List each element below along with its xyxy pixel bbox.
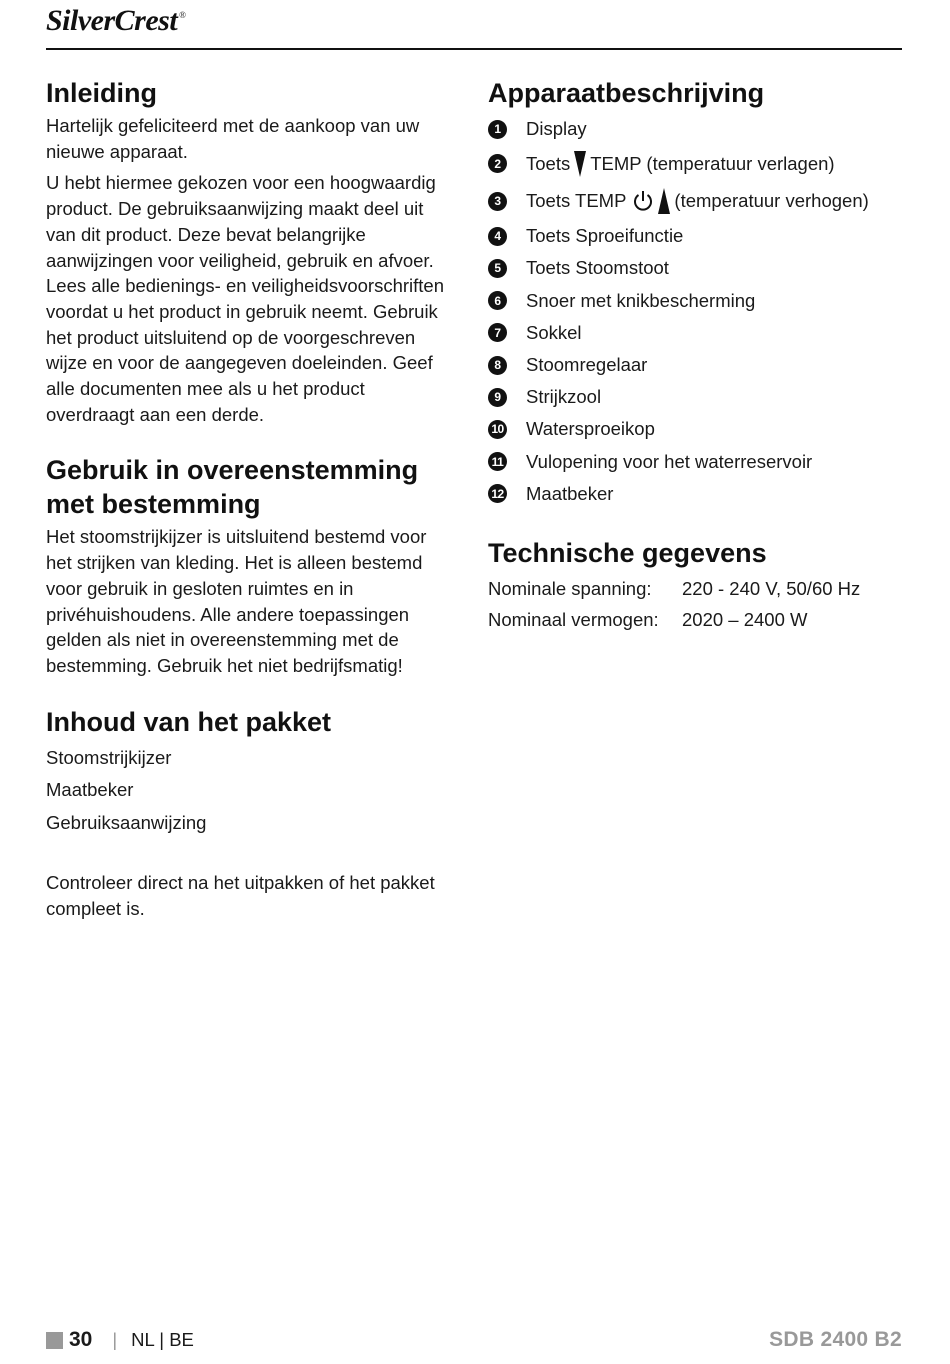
part-item xyxy=(488,381,902,413)
part-label: (temperatuur verhogen) xyxy=(674,190,869,212)
footer-separator: | xyxy=(112,1329,118,1350)
part-number: 2 xyxy=(488,154,507,173)
header-divider xyxy=(46,48,902,50)
package-list xyxy=(46,742,456,840)
specs-section xyxy=(488,536,902,636)
part-item xyxy=(488,113,902,145)
model-number: SDB 2400 B2 xyxy=(769,1328,902,1351)
part-number: 8 xyxy=(488,356,507,375)
part-item xyxy=(488,252,902,284)
part-prefix: Toets xyxy=(526,152,571,174)
part-label: Toets Stoomstoot xyxy=(526,257,669,279)
part-number: 12 xyxy=(488,484,507,503)
specs-title: Technische gegevens xyxy=(488,537,767,568)
package-item: Stoomstrijkijzer xyxy=(46,746,172,768)
part-label: Strijkzool xyxy=(526,386,602,408)
part-number: 1 xyxy=(488,120,507,139)
footer-square-icon xyxy=(46,1332,63,1349)
package-section xyxy=(46,705,456,922)
part-item xyxy=(488,145,902,183)
device-title: Apparaatbeschrijving xyxy=(488,78,765,108)
part-label: TEMP (temperatuur verlagen) xyxy=(590,152,835,174)
package-item: Maatbeker xyxy=(46,779,134,801)
spec-label: Nominale spanning: xyxy=(488,577,652,599)
intended-use-text: Het stoomstrijkijzer is uitsluitend bestemd voor het strijken van kleding. Het is alleen bestemd voor gebruik in gesloten ruimtes en in privéhuishoudens. Alle andere toepassingen gelden als niet in overeenstemming met de bestemming. Gebruik het niet bedrijfsmatig! xyxy=(46,526,427,676)
part-number: 7 xyxy=(488,323,507,342)
package-title: Inhoud van het pakket xyxy=(46,706,332,737)
registered-mark: ® xyxy=(179,10,186,20)
part-number: 3 xyxy=(488,192,507,211)
page-number: 30 xyxy=(69,1328,93,1351)
brand-name: SilverCrest xyxy=(46,4,178,37)
brand-logo xyxy=(46,4,186,38)
part-item xyxy=(488,413,902,445)
part-item xyxy=(488,220,902,252)
intended-use-title: Gebruik in overeenstemming met bestemming xyxy=(46,455,419,520)
intro-title: Inleiding xyxy=(46,78,157,108)
triangle-up-icon xyxy=(658,188,670,214)
device-section xyxy=(488,76,902,510)
part-label: Maatbeker xyxy=(526,482,614,504)
intended-use-section xyxy=(46,453,456,678)
package-note: Controleer direct na het uitpakken of het pakket compleet is. xyxy=(46,872,435,919)
intro-paragraph-2: U hebt hiermee gekozen voor een hoogwaardig product. De gebruiksaanwijzing maakt deel uit van dit product. Deze bevat belangrijke aanwijzingen voor veiligheid, gebruik en afvoer. Lees alle bedienings- en veiligheidsvoorschriften voordat u het product in gebruik neemt. Gebruik het product uitsluitend op de voorgeschreven wijze en voor de aangegeven doeleinden. Geef alle documenten mee als u het product overdraagt aan een derde. xyxy=(46,172,444,425)
part-prefix: Toets TEMP xyxy=(526,190,627,212)
part-label: Snoer met knikbescherming xyxy=(526,289,756,311)
right-column xyxy=(488,76,902,636)
part-number: 5 xyxy=(488,259,507,278)
part-number: 6 xyxy=(488,291,507,310)
part-item xyxy=(488,183,902,221)
part-label: Sokkel xyxy=(526,321,582,343)
part-item xyxy=(488,478,902,510)
part-item xyxy=(488,285,902,317)
specs-table xyxy=(488,573,902,636)
part-label: Toets Sproeifunctie xyxy=(526,225,684,247)
package-item: Gebruiksaanwijzing xyxy=(46,811,207,833)
spec-label: Nominaal vermogen: xyxy=(488,609,659,631)
part-item xyxy=(488,446,902,478)
specs-row xyxy=(488,604,902,636)
spec-value: 220 - 240 V, 50/60 Hz xyxy=(682,577,861,599)
power-icon xyxy=(632,190,654,212)
part-label: Display xyxy=(526,118,587,140)
part-number: 11 xyxy=(488,452,507,471)
triangle-down-icon xyxy=(574,151,586,177)
part-label: Stoomregelaar xyxy=(526,354,648,376)
spec-value: 2020 – 2400 W xyxy=(682,609,808,631)
intro-paragraph-1: Hartelijk gefeliciteerd met de aankoop van uw nieuwe apparaat. xyxy=(46,115,420,162)
part-number: 9 xyxy=(488,388,507,407)
part-item xyxy=(488,317,902,349)
part-label: Vulopening voor het waterreservoir xyxy=(526,450,813,472)
part-label: Watersproeikop xyxy=(526,418,655,440)
part-number: 4 xyxy=(488,227,507,246)
part-number: 10 xyxy=(488,420,507,439)
part-item xyxy=(488,349,902,381)
page-footer xyxy=(46,1328,194,1352)
parts-list xyxy=(488,113,902,510)
specs-row xyxy=(488,573,902,605)
intro-section xyxy=(46,76,456,427)
language-label: NL | BE xyxy=(131,1329,194,1350)
left-column xyxy=(46,76,456,922)
